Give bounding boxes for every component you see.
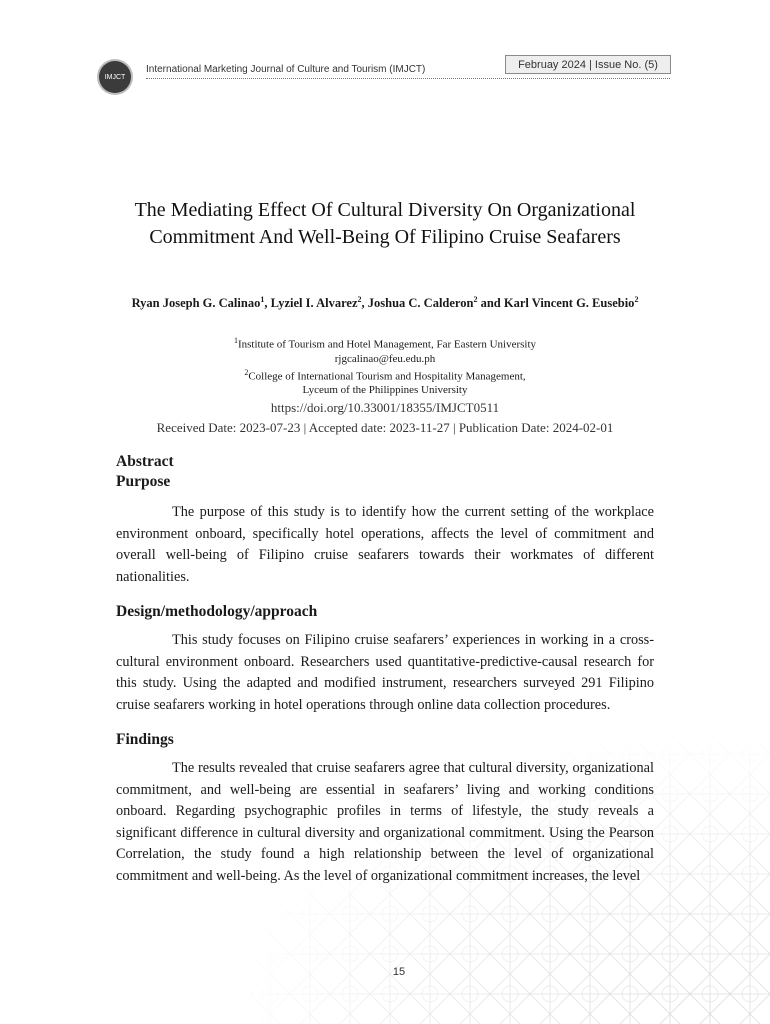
purpose-paragraph: The purpose of this study is to identify how the current setting of the workplace environment onboard, specifically hotel operations, affects the level of commitment and overall well-being of Filipino cruise seafarers towards their workmates of different nationalities. xyxy=(116,504,654,585)
affiliation-sup: 2 xyxy=(244,367,249,377)
affiliations xyxy=(120,334,650,397)
author-email[interactable]: rjgcalinao@feu.edu.ph xyxy=(334,352,436,365)
findings-heading: Findings xyxy=(116,731,174,748)
journal-logo xyxy=(99,61,131,93)
header-divider xyxy=(146,78,670,79)
affiliation-sup: 1 xyxy=(233,336,238,345)
affiliation-1: $^1$Institute of Tourism and Hotel Management, Far Eastern University xyxy=(233,336,537,351)
logo-text: IMJCT xyxy=(104,73,126,81)
author-separator: and xyxy=(477,296,504,311)
author-separator: , xyxy=(361,296,368,311)
issue-badge xyxy=(505,55,671,74)
author-name: Ryan Joseph G. Calinao xyxy=(131,296,261,311)
author-name: Joshua C. Calderon xyxy=(367,296,474,311)
author-name: Karl Vincent G. Eusebio xyxy=(503,296,635,311)
article-title: The Mediating Effect Of Cultural Diversity On Organizational Commitment And Well-Being Of Filipino Cruise Seafarers xyxy=(134,199,636,248)
affiliation-2-line2: Lyceum of the Philippines University xyxy=(302,384,468,397)
author-name: Lyziel I. Alvarez xyxy=(270,296,358,311)
page-number: 15 xyxy=(392,966,406,978)
abstract-section xyxy=(116,452,654,887)
author-list xyxy=(110,291,660,312)
purpose-heading: Purpose xyxy=(116,473,171,490)
author-sup: 2 xyxy=(357,295,362,304)
design-heading: Design/methodology/approach xyxy=(116,603,318,620)
publication-dates: Received Date: 2023-07-23 | Accepted date: 2023-11-27 | Publication Date: 2024-02-01 xyxy=(156,420,614,435)
issue-text: Februay 2024 | Issue No. (5) xyxy=(518,58,658,71)
design-paragraph: This study focuses on Filipino cruise seafarers’ experiences in working in a cross-cultural environment onboard. Researchers used quantitative-predictive-causal research for this study. Using the adapted and modified instrument, researchers surveyed 291 Filipino cruise seafarers working in hotel operations through online data collection procedures. xyxy=(116,632,654,713)
author-sup: 2 xyxy=(473,295,478,304)
author-separator: , xyxy=(264,296,271,311)
abstract-heading: Abstract xyxy=(116,453,174,470)
author-sup: 1 xyxy=(260,295,265,304)
doi-link[interactable]: https://doi.org/10.33001/18355/IMJCT0511 xyxy=(270,400,500,415)
author-sup: 2 xyxy=(634,295,639,304)
affiliation-2: $^2$College of International Tourism and Hospitality Management, xyxy=(244,367,526,383)
journal-name: International Marketing Journal of Culture and Tourism (IMJCT) xyxy=(146,64,426,75)
findings-paragraph: The results revealed that cruise seafarers agree that cultural diversity, organizational commitment, and well-being are essential in seafarers’ living and working conditions onboard. Regarding psychographic profiles in terms of lifestyle, the study reveals a significant difference in cultural diversity and organizational commitment. Using the Pearson Correlation, the study found a high relationship between the level of organizational commitment and well-being. As the level of organizational commitment increases, the level xyxy=(116,760,654,884)
